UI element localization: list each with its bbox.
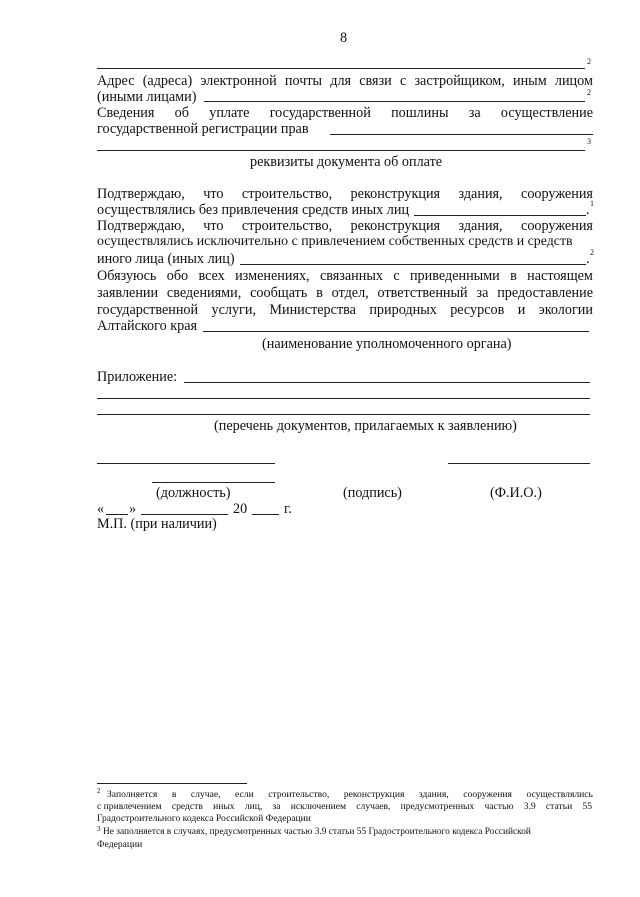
duty-field[interactable] [330,134,593,135]
attachment-field[interactable] [97,398,590,399]
email-label-line2: (иными лицами) [97,89,197,105]
attachment-field[interactable] [97,414,590,415]
payment-caption: реквизиты документа об оплате [250,154,443,170]
payment-field[interactable] [97,150,585,151]
footnote-number: 3 [97,825,101,833]
duty-label-line2: государственной регистрации прав [97,121,309,137]
day-field[interactable] [106,514,128,515]
footnote-3-line2: Федерации [97,839,143,850]
signature-caption: (подпись) [343,485,402,501]
oblige-line2: заявлении сведениями, сообщать в отдел, ответственный за предоставление [97,285,593,301]
confirm2-line1: Подтверждаю, что строительство, реконструкция здания, сооружения [97,218,593,234]
oblige-line1: Обязуюсь обо всех изменениях, связанных с приведенными в настоящем [97,268,593,284]
email-field[interactable] [204,101,585,102]
name-field[interactable] [448,463,590,464]
position-field[interactable] [97,463,275,464]
footnote-number: 2 [97,787,101,795]
confirm2-field[interactable] [240,264,586,265]
attachment-caption: (перечень документов, прилагаемых к заявлению) [214,418,517,434]
footnote-3-line1: Не заполняется в случаях, предусмотренных частью 3.9 статьи 55 Градостроительного кодекса Российской [103,827,531,837]
footnote-mark: 2 [590,248,594,257]
footnote-mark: 1 [590,199,594,208]
email-label-line1: Адрес (адреса) электронной почты для связи с застройщиком, иным лицом [97,73,593,89]
authority-field[interactable] [203,331,589,332]
attachment-label: Приложение: [97,369,178,385]
confirm1-line2: осуществлялись без привлечения средств иных лиц [97,202,410,218]
footnote-mark: 2 [587,88,591,97]
year-field[interactable] [252,514,279,515]
stamp-note: М.П. (при наличии) [97,516,217,532]
footnote-mark: 3 [587,137,591,146]
duty-label-line1: Сведения об уплате государственной пошлины за осуществление [97,105,593,121]
authority-caption: (наименование уполномоченного органа) [262,336,512,352]
oblige-line3: государственной услуги, Министерства природных ресурсов и экологии [97,302,593,318]
date-quote-close: » [129,501,137,517]
blank-line [97,68,585,69]
footnote-mark: 2 [587,57,591,66]
year-suffix: г. [284,501,292,517]
position-caption: (должность) [156,485,231,501]
footnote-2-line3: Градостроительного кодекса Российской Федерации [97,813,311,824]
footnote-2-line2: с привлечением средств иных лиц, за исключением случаев, предусмотренных частью 3.9 статьи 55 [97,801,592,812]
year-prefix: 20 [233,501,248,517]
confirm1-field[interactable] [414,215,586,216]
month-field[interactable] [141,514,228,515]
name-caption: (Ф.И.О.) [490,485,542,501]
confirm1-line1: Подтверждаю, что строительство, реконструкция здания, сооружения [97,186,593,202]
attachment-field[interactable] [184,382,590,383]
confirm2-line3: иного лица (иных лиц) [97,251,235,267]
footnote-2-line1: Заполняется в случае, если строительство, реконструкция здания, сооружения осуществлялись [107,789,593,800]
confirm2-line2: осуществлялись исключительно с привлечением собственных средств и средств [97,234,573,249]
oblige-line4: Алтайского края [97,318,198,334]
footnote-separator [97,783,247,784]
page-number: 8 [340,30,348,46]
position-field[interactable] [152,482,275,483]
date-quote-open: « [97,501,105,517]
